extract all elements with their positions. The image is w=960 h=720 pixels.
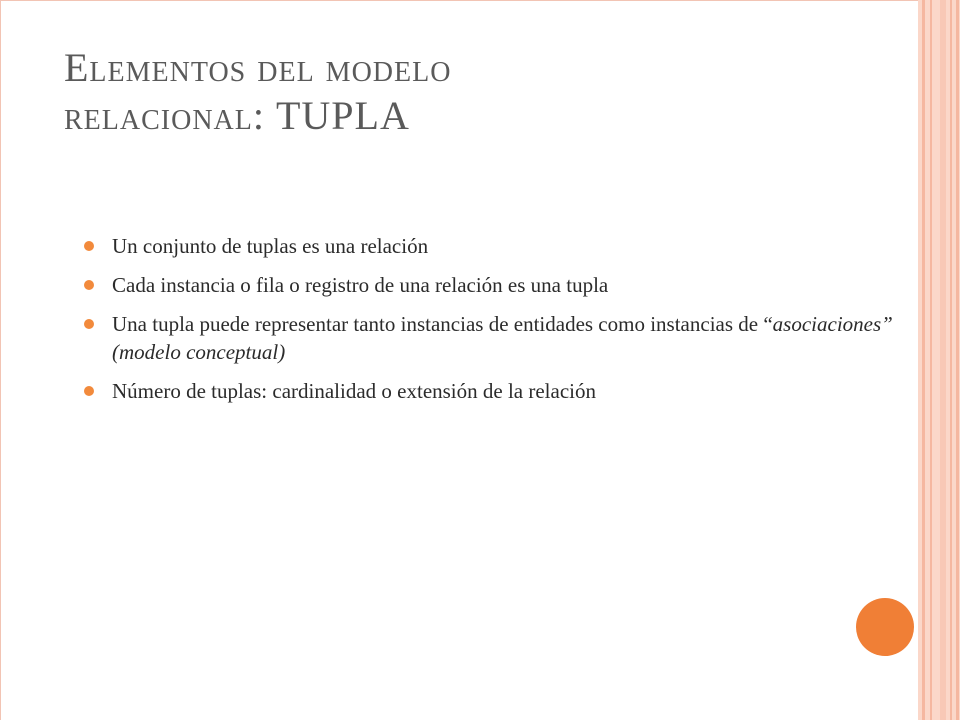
stripe xyxy=(950,0,952,720)
bullet-item xyxy=(84,310,904,366)
bullet-item xyxy=(84,271,904,299)
decorative-stripes xyxy=(918,0,960,720)
bullet-dot-icon xyxy=(84,386,94,396)
stripe xyxy=(940,0,946,720)
bullet-emphasis: asociaciones” (modelo conceptual) xyxy=(112,312,893,364)
title-emphasis: TUPLA xyxy=(275,93,410,138)
slide-title xyxy=(64,44,884,140)
bullet-dot-icon xyxy=(84,241,94,251)
bullet-item xyxy=(84,377,904,405)
bullet-text: Cada instancia o fila o registro de una relación es una tupla xyxy=(112,273,609,297)
title-line-2-prefix: relacional: xyxy=(64,93,276,138)
bullet-dot-icon xyxy=(84,280,94,290)
title-line-2 xyxy=(64,92,884,140)
bullet-dot-icon xyxy=(84,319,94,329)
decorative-circle-icon xyxy=(856,598,914,656)
stripe xyxy=(956,0,959,720)
bullet-text: Una tupla puede representar tanto instancias de entidades como instancias de “ xyxy=(112,312,773,336)
bullet-text: Número de tuplas: cardinalidad o extensión de la relación xyxy=(112,379,596,403)
stripe xyxy=(930,0,932,720)
bullet-list xyxy=(84,232,904,416)
bullet-text: Un conjunto de tuplas es una relación xyxy=(112,234,429,258)
bullet-item xyxy=(84,232,904,260)
stripe xyxy=(922,0,925,720)
title-line-1: Elementos del modelo xyxy=(64,45,452,90)
